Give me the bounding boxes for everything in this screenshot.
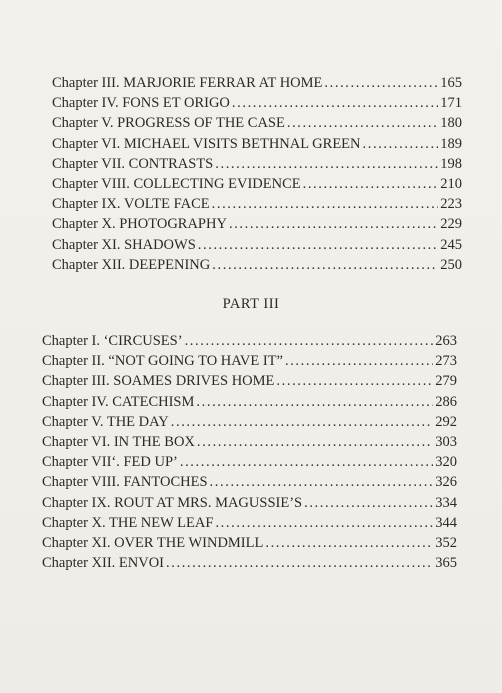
dot-leader: [185, 331, 434, 351]
toc-entry: [42, 452, 457, 472]
chapter-title: Chapter VIII. FANTOCHES: [42, 474, 208, 491]
dot-leader: [304, 493, 433, 513]
toc-entry: [42, 493, 457, 513]
part-heading: PART III: [222, 296, 280, 312]
chapter-title: Chapter XII. ENVOI: [42, 555, 165, 572]
chapter-title: Chapter I. ‘CIRCUSES’: [42, 333, 183, 349]
dot-leader: [303, 174, 439, 194]
page-number: 263: [435, 333, 457, 349]
chapter-title: Chapter II. “NOT GOING TO HAVE IT”: [42, 353, 283, 370]
chapter-title: Chapter III. SOAMES DRIVES HOME: [42, 373, 275, 390]
toc-entry: [42, 472, 457, 492]
toc-entry: [42, 392, 457, 412]
page-number: 334: [435, 494, 457, 511]
dot-leader: [229, 214, 438, 234]
toc-entry: [42, 513, 457, 533]
chapter-title: Chapter IX. VOLTE FACE: [52, 196, 210, 213]
chapter-title: Chapter XI. SHADOWS: [52, 236, 196, 253]
dot-leader: [180, 452, 433, 472]
dot-leader: [276, 371, 433, 391]
toc-entry: [52, 194, 462, 214]
toc-entry: [52, 93, 462, 113]
dot-leader: [363, 134, 439, 154]
page-number: 320: [435, 454, 457, 471]
dot-leader: [196, 392, 433, 412]
chapter-title: Chapter XI. OVER THE WINDMILL: [42, 534, 264, 551]
dot-leader: [215, 513, 433, 533]
page-number: 210: [440, 175, 462, 192]
toc-part-2-list: [52, 73, 462, 275]
page-number: 165: [440, 75, 462, 91]
dot-leader: [324, 73, 438, 93]
chapter-title: Chapter VI. MICHAEL VISITS BETHNAL GREEN: [52, 135, 361, 152]
chapter-title: Chapter IV. FONS ET ORIGO: [52, 95, 230, 112]
dot-leader: [212, 255, 438, 275]
dot-leader: [287, 113, 438, 133]
toc-entry: [52, 134, 462, 154]
page-number: 171: [440, 95, 462, 112]
chapter-title: Chapter X. PHOTOGRAPHY: [52, 216, 227, 233]
page-number: 180: [440, 115, 462, 132]
dot-leader: [197, 432, 433, 452]
chapter-title: Chapter VII‘. FED UP’: [42, 454, 178, 471]
dot-leader: [166, 553, 433, 573]
toc-entry: [42, 432, 457, 452]
chapter-title: Chapter VIII. COLLECTING EVIDENCE: [52, 175, 301, 192]
toc-entry: [42, 351, 457, 371]
toc-entry: [42, 371, 457, 391]
page-number: 273: [435, 353, 457, 370]
dot-leader: [285, 351, 433, 371]
dot-leader: [265, 533, 433, 553]
dot-leader: [232, 93, 438, 113]
page-number: 198: [440, 155, 462, 172]
page-number: 352: [435, 534, 457, 551]
toc-part-3-list: [42, 331, 457, 573]
page-number: 292: [435, 413, 457, 430]
chapter-title: Chapter X. THE NEW LEAF: [42, 514, 214, 531]
chapter-title: Chapter IV. CATECHISM: [42, 393, 195, 410]
toc-entry: [42, 412, 457, 432]
toc-entry: [52, 214, 462, 234]
page-number: 245: [440, 236, 462, 253]
dot-leader: [171, 412, 434, 432]
toc-entry: [42, 553, 457, 573]
toc-entry: [52, 255, 462, 275]
toc-entry: [52, 73, 462, 93]
page-number: 250: [440, 256, 462, 273]
toc-entry: [52, 154, 462, 174]
toc-entry: [52, 235, 462, 255]
dot-leader: [198, 235, 438, 255]
chapter-title: Chapter VI. IN THE BOX: [42, 433, 195, 450]
page-number: 229: [440, 216, 462, 233]
page-number: 279: [435, 373, 457, 390]
dot-leader: [210, 472, 434, 492]
chapter-title: Chapter V. PROGRESS OF THE CASE: [52, 115, 285, 132]
page-number: 344: [435, 514, 457, 531]
page-number: 223: [440, 196, 462, 213]
page-number: 365: [435, 555, 457, 572]
toc-entry: [42, 331, 457, 351]
toc-entry: [42, 533, 457, 553]
toc-entry: [52, 113, 462, 133]
page-number: 326: [435, 474, 457, 491]
page-number: 303: [435, 433, 457, 450]
page-number: 286: [435, 393, 457, 410]
chapter-title: Chapter XII. DEEPENING: [52, 256, 211, 273]
toc-entry: [52, 174, 462, 194]
chapter-title: Chapter III. MARJORIE FERRAR AT HOME: [52, 75, 323, 91]
chapter-title: Chapter IX. ROUT AT MRS. MAGUSSIE’S: [42, 494, 303, 511]
dot-leader: [212, 194, 439, 214]
chapter-title: Chapter VII. CONTRASTS: [52, 155, 214, 172]
page-number: 189: [440, 135, 462, 152]
dot-leader: [215, 154, 438, 174]
chapter-title: Chapter V. THE DAY: [42, 413, 169, 430]
